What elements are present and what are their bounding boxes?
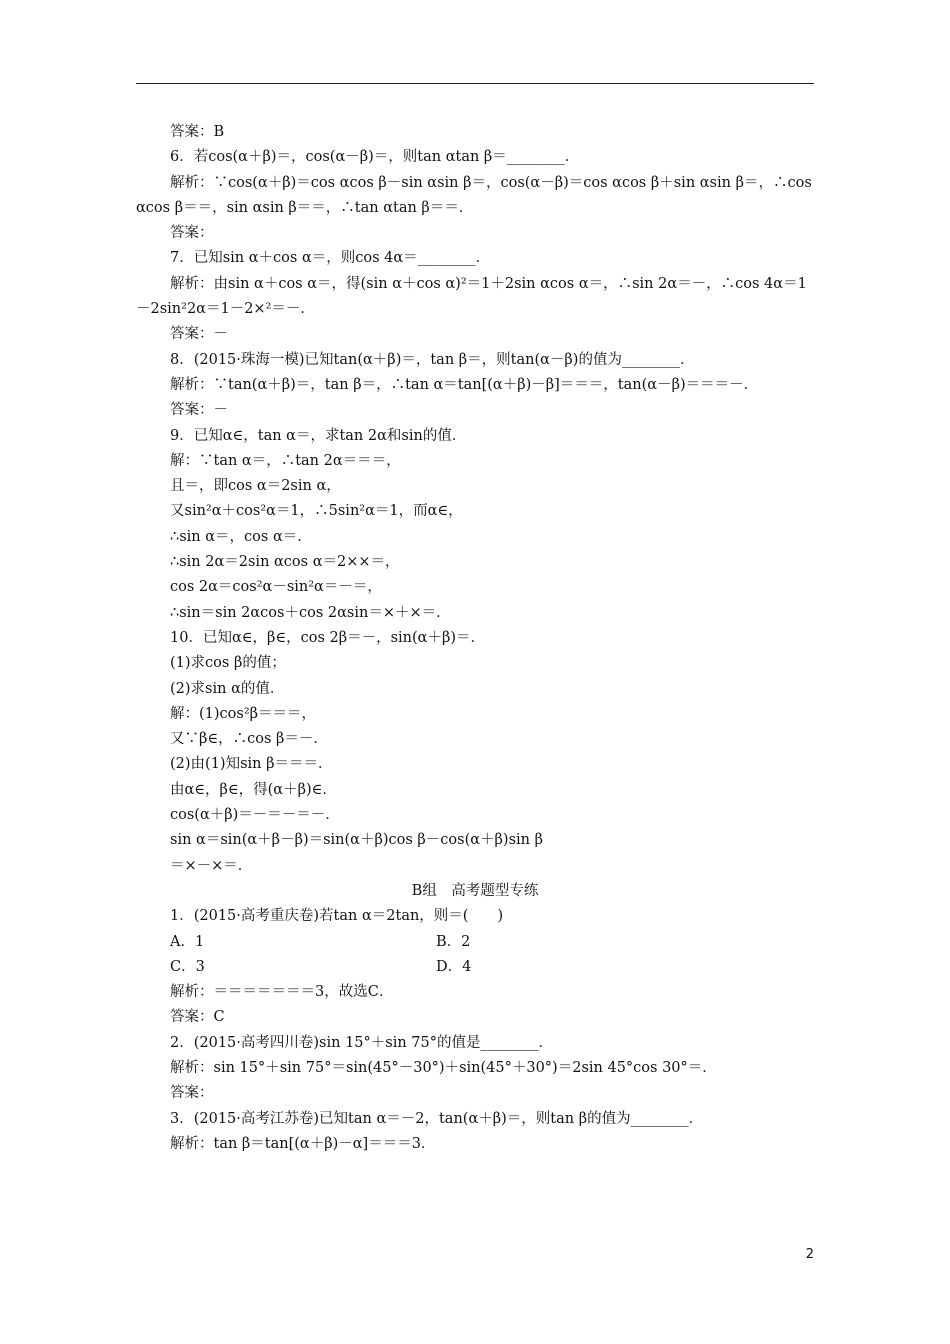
solution-9-line: ∴sin α＝，cos α＝．	[170, 528, 312, 545]
question-9: 9．已知α∈，tan α＝，求tan 2α和sin的值．	[170, 427, 467, 444]
answer-6: 答案：	[170, 225, 214, 242]
solution-10-line: 又∵β∈，∴cos β＝－．	[170, 731, 328, 748]
header-rule	[136, 83, 814, 84]
question-8: 8．(2015·珠海一模)已知tan(α＋β)＝，tan β＝，则tan(α－β)的值为________．	[170, 351, 695, 368]
option-a: A．1	[170, 933, 205, 950]
page-number: 2	[805, 1247, 814, 1262]
question-10: 10．已知α∈，β∈，cos 2β＝－，sin(α＋β)＝．	[170, 629, 486, 646]
solution-10-line: sin α＝sin(α＋β－β)＝sin(α＋β)cos β－cos(α＋β)sin β	[170, 832, 543, 849]
solution-9-line: 解：∵tan α＝，∴tan 2α＝＝＝，	[170, 452, 401, 469]
solution-9-line: ∴sin 2α＝2sin αcos α＝2××＝，	[170, 554, 400, 571]
section-b-heading: B组 高考题型专练	[411, 882, 539, 899]
solution-10-line: cos(α＋β)＝－＝－＝－．	[170, 807, 340, 824]
b-answer-2: 答案：	[170, 1085, 214, 1102]
answer-7: 答案：－	[170, 326, 228, 343]
question-6: 6．若cos(α＋β)＝，cos(α－β)＝，则tan αtan β＝________．	[170, 149, 580, 166]
b-solution-3: 解析：tan β＝tan[(α＋β)－α]＝＝＝3．	[170, 1135, 436, 1152]
question-10-part-2: (2)求sin α的值．	[170, 680, 285, 697]
option-c: C．3	[170, 958, 205, 975]
option-b: B．2	[436, 933, 471, 950]
solution-8: 解析：∵tan(α＋β)＝，tan β＝，∴tan α＝tan[(α＋β)－β]＝＝＝，tan(α－β)＝＝＝－．	[170, 376, 759, 393]
answer-8: 答案：－	[170, 402, 228, 419]
solution-10-line: 解：(1)cos²β＝＝＝，	[170, 705, 317, 722]
b-answer-1: 答案：C	[170, 1009, 225, 1026]
solution-9-line: cos 2α＝cos²α－sin²α＝－＝，	[170, 579, 382, 596]
solution-10-line: 由α∈，β∈，得(α＋β)∈．	[170, 781, 337, 798]
b-question-3: 3．(2015·高考江苏卷)已知tan α＝－2，tan(α＋β)＝，则tan β的值为________．	[170, 1110, 704, 1127]
solution-10-line: (2)由(1)知sin β＝＝＝．	[170, 756, 333, 773]
solution-9-line: ∴sin＝sin 2αcos＋cos 2αsin＝×＋×＝．	[170, 604, 451, 621]
b-question-1: 1．(2015·高考重庆卷)若tan α＝2tan，则＝( )	[170, 908, 504, 925]
question-7: 7．已知sin α＋cos α＝，则cos 4α＝________．	[170, 250, 491, 267]
solution-10-line: ＝×－×＝．	[170, 857, 253, 874]
options-row	[136, 930, 814, 955]
solution-9-line: 又sin²α＋cos²α＝1，∴5sin²α＝1，而α∈，	[170, 503, 463, 520]
b-solution-2: 解析：sin 15°＋sin 75°＝sin(45°－30°)＋sin(45°＋30°)＝2sin 45°cos 30°＝．	[170, 1059, 717, 1076]
solution-7: 解析：由sin α＋cos α＝，得(sin α＋cos α)²＝1＋2sin αcos α＝，∴sin 2α＝－，∴cos 4α＝1－2sin²2α＝1－2×²＝－．	[136, 275, 807, 318]
document-body	[136, 120, 817, 1157]
question-10-part-1: (1)求cos β的值；	[170, 655, 286, 672]
b-question-2: 2．(2015·高考四川卷)sin 15°＋sin 75°的值是________．	[170, 1034, 554, 1051]
solution-9-line: 且＝，即cos α＝2sin α，	[170, 478, 341, 495]
b-solution-1: 解析：＝＝＝＝＝＝＝3，故选C．	[170, 984, 394, 1001]
options-row	[136, 955, 814, 980]
solution-6: 解析：∵cos(α＋β)＝cos αcos β－sin αsin β＝，cos(α－β)＝cos αcos β＋sin αsin β＝，∴cos αcos β＝＝，sin αsin β＝＝，∴tan αtan β＝＝．	[136, 174, 817, 216]
answer-line: 答案：B	[170, 124, 225, 140]
option-d: D．4	[436, 958, 472, 975]
